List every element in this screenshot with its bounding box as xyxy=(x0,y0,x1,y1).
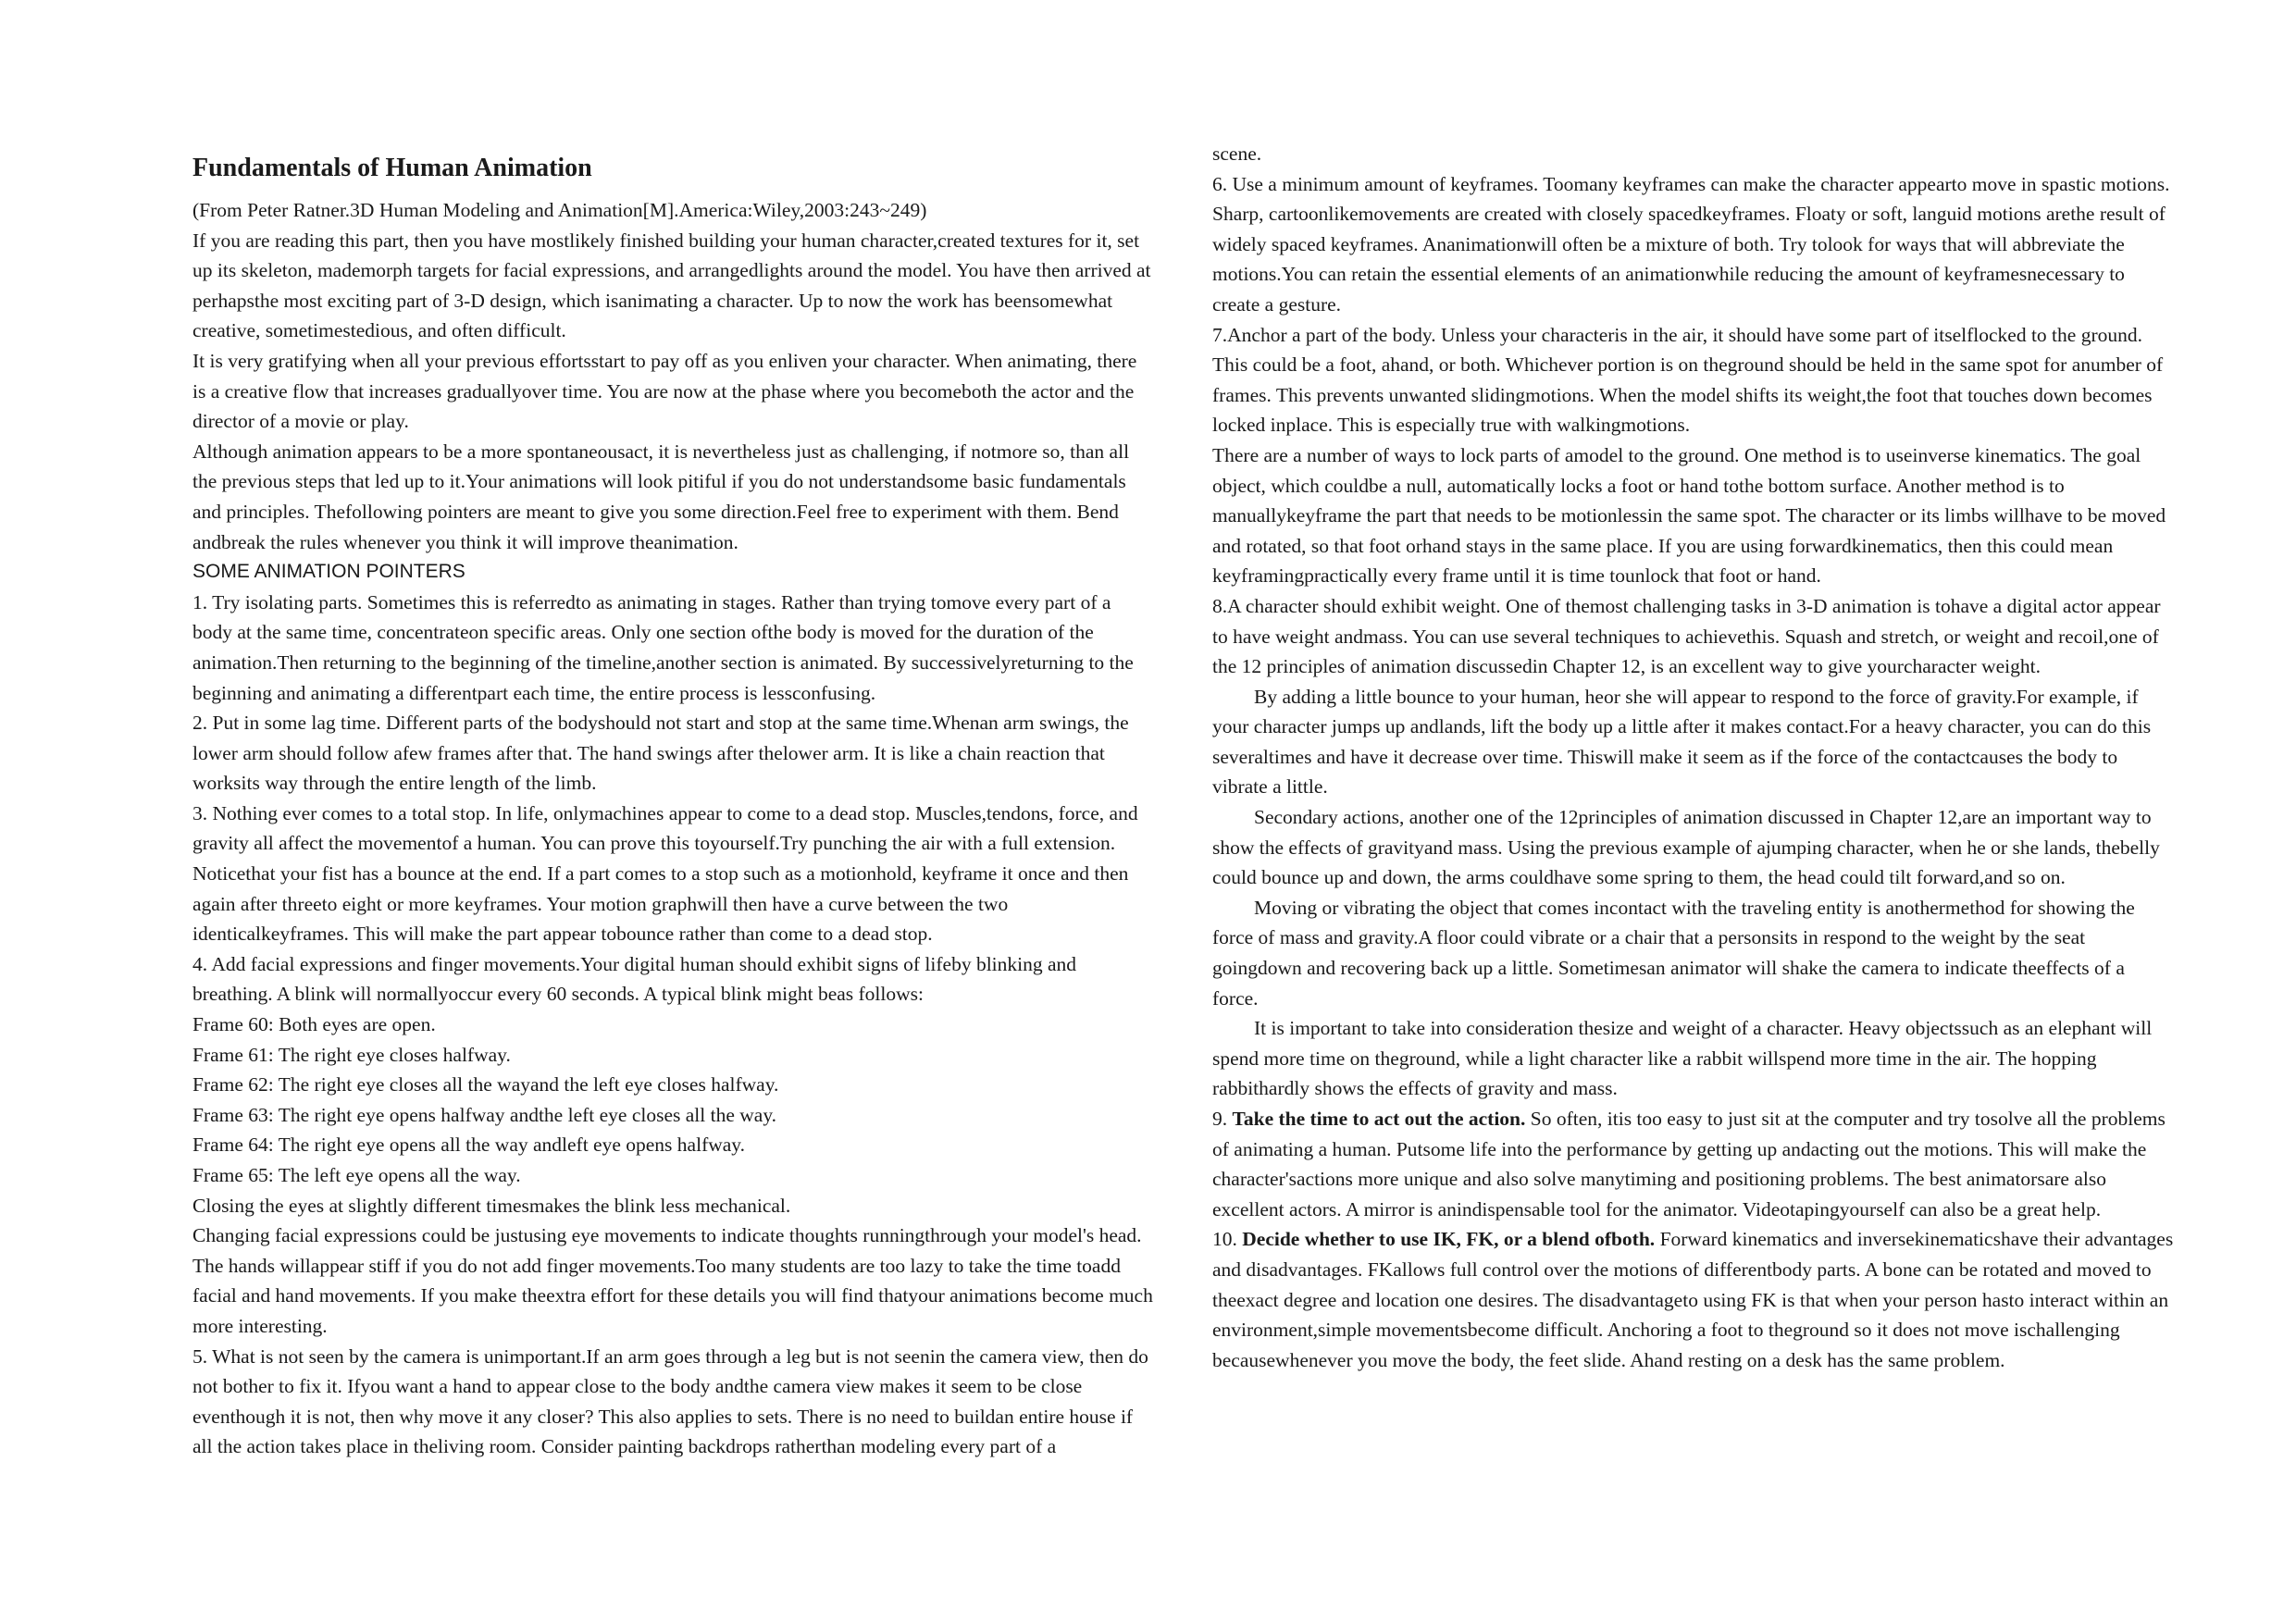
intro-paragraph-2: It is very gratifying when all your previous effortsstart to pay off as you enliven your character. When animating, there is a creative flow that increases graduallyover time. You are now at the phase where you becomeboth the actor and the director of a movie or play. xyxy=(192,349,1137,433)
pointer-9 xyxy=(1212,1104,2175,1224)
pointer-8: 8.A character should exhibit weight. One of themost challenging tasks in 3-D animation is tohave a digital actor appear to have weight andmass. You can use several techniques to achievethis. Squash and stretch, or weight and recoil,one of the 12 principles of animation discussedin Chapter 12, is an excellent way to give yourcharacter weight. xyxy=(1212,594,2161,678)
blink-note: Closing the eyes at slightly different timesmakes the blink less mechanical. xyxy=(192,1194,791,1217)
pointer-1: 1. Try isolating parts. Sometimes this is referredto as animating in stages. Rather than trying tomove every part of a body at the same time, concentrateon specific areas. Only one section ofthe body is moved for the duration of the animation.Then returning to the beginning of the timeline,another section is animated. By successivelyreturning to the beginning and animating a differentpart each time, the entire process is lessconfusing. xyxy=(192,590,1134,704)
document-title: Fundamentals of Human Animation xyxy=(192,154,592,182)
citation: (From Peter Ratner.3D Human Modeling and Animation[M].America:Wiley,2003:243~249) xyxy=(192,199,927,221)
secondary-actions-note: Secondary actions, another one of the 12principles of animation discussed in Chapter 12,are an important way to show the effects of gravityand mass. Using the previous example of ajumping character, when he or she lands, thebelly could bounce up and down, the arms couldhave some spring to them, the head could tilt forward,and so on. xyxy=(1212,806,2160,889)
lock-parts-note: There are a number of ways to lock parts of amodel to the ground. One method is to useinverse kinematics. The goal object, which couldbe a null, automatically locks a foot or hand tothe bottom surface. Another method is to manuallykeyframe the part that needs to be motionlessin the same spot. The character or its limbs willhave to be moved and rotated, so that foot orhand stays in the same place. If you are using forwardkinematics, then this could mean keyframingpractically every frame until it is time tounlock that foot or hand. xyxy=(1212,443,2166,588)
pointer-5-continued: scene. xyxy=(1212,142,1262,165)
section-heading: SOME ANIMATION POINTERS xyxy=(192,561,465,583)
pointer-10-text: Forward kinematics and inversekinematicshave their advantages and disadvantages. FKallows full control over the motions of differentbody parts. A bone can be rotated and moved to theexact degree and location one desires. The disadvantageto using FK is that when your person hasto interact within an environment,simple movementsbecome difficult. Anchoring a foot to theground so it does not move ischallenging becausewhenever you move the body, the feet slide. Ahand resting on a desk has the same problem. xyxy=(1212,1228,2174,1371)
pointer-10-heading: Decide whether to use IK, FK, or a blend ofboth. xyxy=(1242,1228,1656,1251)
frame-line: Frame 64: The right eye opens all the way andleft eye opens halfway. xyxy=(192,1134,746,1157)
facial-expressions-note: Changing facial expressions could be justusing eye movements to indicate thoughts runningthrough your model's head. The hands willappear stiff if you do not add finger movements.Too many students are too lazy to take the time toadd facial and hand movements. If you make theextra effort for these details you will find thatyour animations become much more interesting. xyxy=(192,1224,1153,1337)
frame-line: Frame 62: The right eye closes all the wayand the left eye closes halfway. xyxy=(192,1073,779,1096)
bounce-note: By adding a little bounce to your human, heor she will appear to respond to the force of gravity.For example, if your character jumps up andlands, lift the body up a little after it makes contact.For a heavy character, you can do this severaltimes and have it decrease over time. Thiswill make it seem as if the force of the contactcauses the body to vibrate a little. xyxy=(1212,685,2152,799)
frame-line: Frame 60: Both eyes are open. xyxy=(192,1013,436,1036)
pointer-10-number: 10. xyxy=(1212,1228,1243,1251)
pointer-9-text: So often, itis too easy to just sit at the computer and try tosolve all the problems of animating a human. Putsome life into the performance by getting up andacting out the motions. This will make the character'sactions more unique and also solve manytiming and positioning problems. The best animatorsare also excellent actors. A mirror is anindispensable tool for the animator. Videotapingyourself can also be a great help. xyxy=(1212,1108,2166,1220)
pointer-4: 4. Add facial expressions and finger movements.Your digital human should exhibit signs of lifeby blinking and breathing. A blink will normallyoccur every 60 seconds. A typical blink might beas follows: xyxy=(192,952,1077,1006)
pointer-6: 6. Use a minimum amount of keyframes. Toomany keyframes can make the character appearto move in spastic motions. Sharp, cartoonlikemovements are created with closely spacedkeyframes. Floaty or soft, languid motions arethe result of widely spaced keyframes. Ananimationwill often be a mixture of both. Try tolook for ways that will abbreviate the motions.You can retain the essential elements of an animationwhile reducing the amount of keyframesnecessary to create a gesture. xyxy=(1212,172,2170,316)
pointer-2: 2. Put in some lag time. Different parts of the bodyshould not start and stop at the same time.Whenan arm swings, the lower arm should follow afew frames after that. The hand swings after thelower arm. It is like a chain reaction that worksits way through the entire length of the limb. xyxy=(192,712,1129,795)
pointer-9-heading: Take the time to act out the action. xyxy=(1232,1108,1526,1130)
intro-paragraph-3: Although animation appears to be a more spontaneousact, it is nevertheless just as challenging, if notmore so, than all the previous steps that led up to it.Your animations will look pitiful if you do not understandsome basic fundamentals and principles. Thefollowing pointers are meant to give you some direction.Feel free to experiment with them. Bend andbreak the rules whenever you think it will improve theanimation. xyxy=(192,440,1130,553)
frame-line: Frame 63: The right eye opens halfway andthe left eye closes all the way. xyxy=(192,1103,777,1126)
pointer-5: 5. What is not seen by the camera is unimportant.If an arm goes through a leg but is not seenin the camera view, then do not bother to fix it. Ifyou want a hand to appear close to the body andthe camera view makes it seem to be close eventhough it is not, then why move it any closer? This also applies to sets. There is no need to buildan entire house if all the action takes place in theliving room. Consider painting backdrops ratherthan modeling every part of a xyxy=(192,1344,1148,1458)
pointer-3: 3. Nothing ever comes to a total stop. In life, onlymachines appear to come to a dead stop. Muscles,tendons, force, and gravity all affect the movementof a human. You can prove this toyourself.Try punching the air with a full extension. Noticethat your fist has a bounce at the end. If a part comes to a stop such as a motionhold, keyframe it once and then again after threeto eight or more keyframes. Your motion graphwill then have a curve between the two identicalkeyframes. This will make the part appear tobounce rather than come to a dead stop. xyxy=(192,801,1138,946)
right-column xyxy=(1212,139,2175,1375)
pointer-7: 7.Anchor a part of the body. Unless your characteris in the air, it should have some part of itselflocked to the ground. This could be a foot, ahand, or both. Whichever portion is on theground should be held in the same spot for anumber of frames. This prevents unwanted slidingmotions. When the model shifts its weight,the foot that touches down becomes locked inplace. This is especially true with walkingmotions. xyxy=(1212,323,2164,437)
frame-line: Frame 61: The right eye closes halfway. xyxy=(192,1043,511,1066)
pointer-9-number: 9. xyxy=(1212,1108,1233,1130)
pointer-10 xyxy=(1212,1224,2175,1375)
frame-line: Frame 65: The left eye opens all the way. xyxy=(192,1164,521,1186)
intro-paragraph-1: If you are reading this part, then you have mostlikely finished building your human character,created textures for it, set up its skeleton, mademorph targets for facial expressions, and arrangedlights around the model. You have then arrived at perhapsthe most exciting part of 3-D design, which isanimating a character. Up to now the work has beensomewhat creative, sometimestedious, and often difficult. xyxy=(192,229,1151,342)
left-column xyxy=(192,139,1155,1462)
size-weight-note: It is important to take into consideration thesize and weight of a character. Heavy objectssuch as an elephant will spend more time on theground, while a light character like a rabbit willspend more time in the air. The hopping rabbithardly shows the effects of gravity and mass. xyxy=(1212,1017,2153,1100)
vibrate-note: Moving or vibrating the object that comes incontact with the traveling entity is anothermethod for showing the force of mass and gravity.A floor could vibrate or a chair that a personsits in respond to the weight by the seat goingdown and recovering back up a little. Sometimesan animator will shake the camera to indicate theeffects of a force. xyxy=(1212,896,2135,1010)
